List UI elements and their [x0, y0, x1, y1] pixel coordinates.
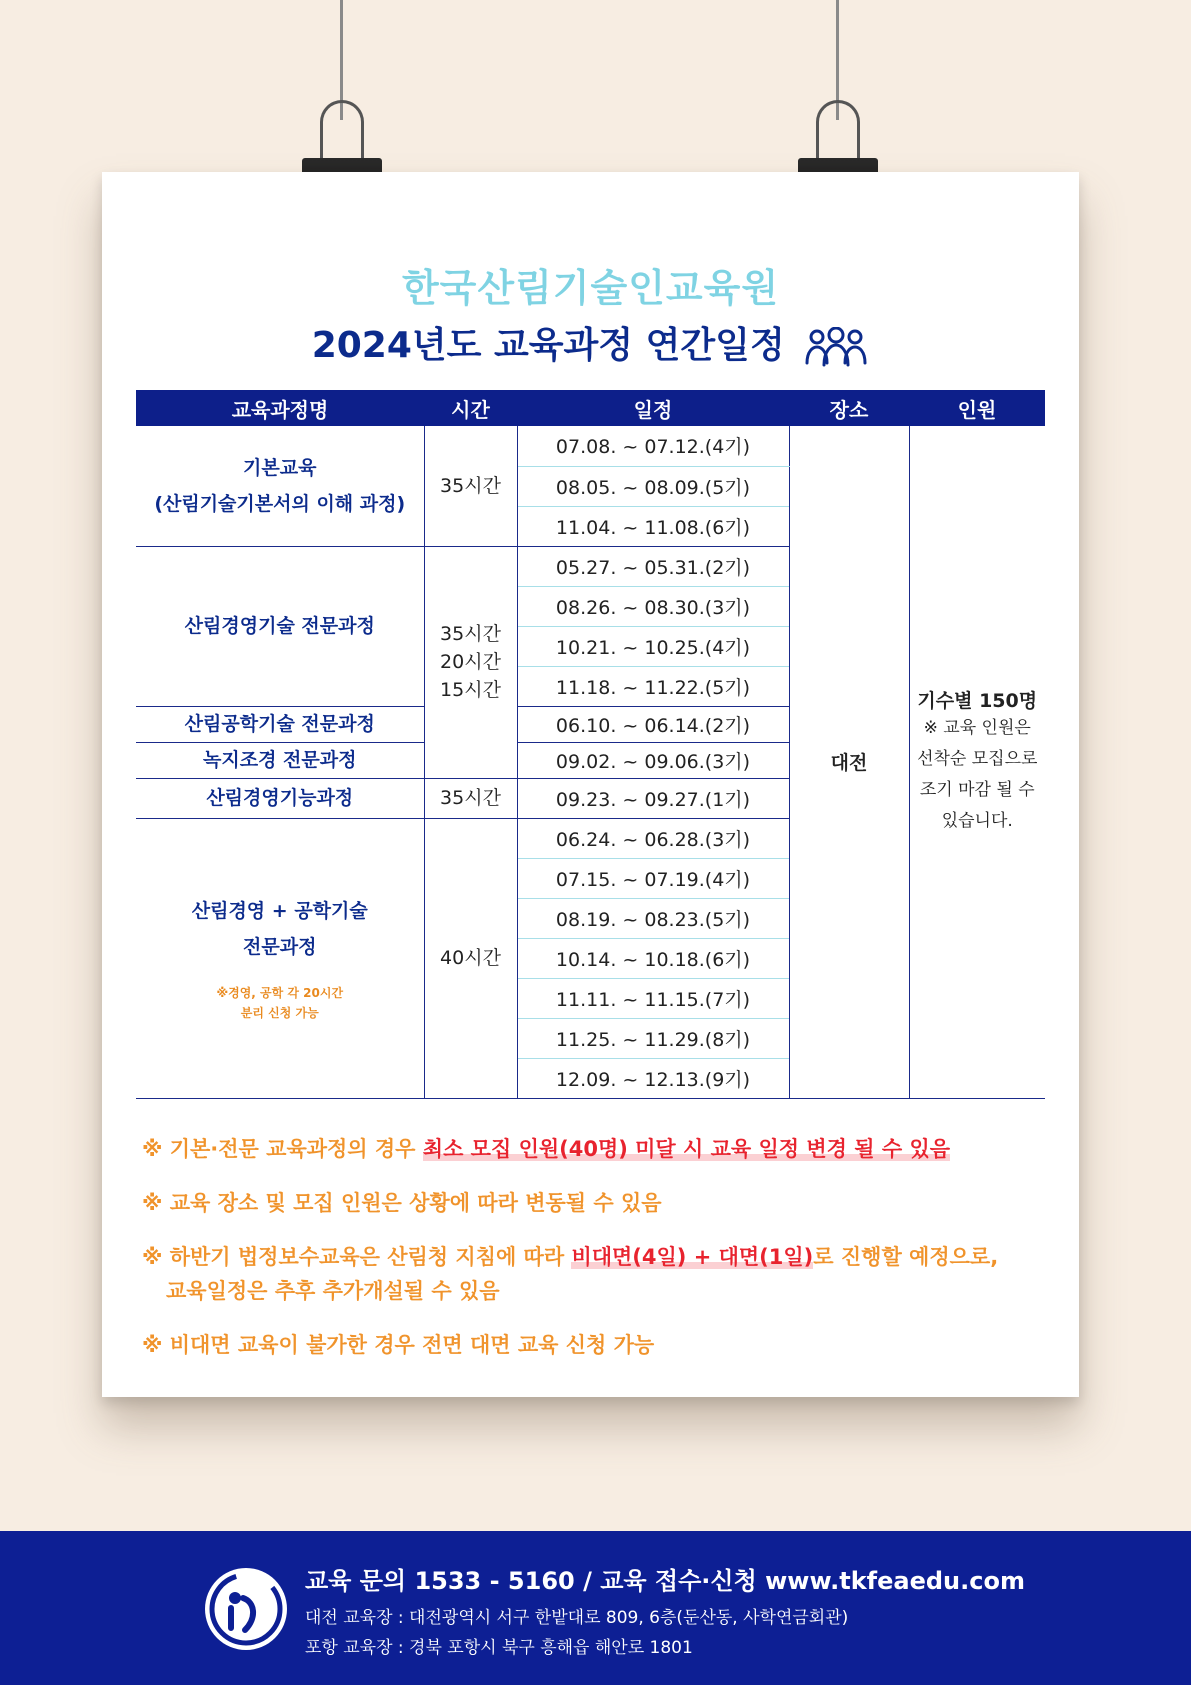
date-cell: 08.19. ~ 08.23.(5기): [517, 898, 789, 938]
date-cell: 07.08. ~ 07.12.(4기): [517, 426, 789, 466]
table-header-row: [136, 390, 1045, 426]
date-cell: 11.25. ~ 11.29.(8기): [517, 1018, 789, 1058]
pohang-address: 포항 교육장 : 경북 포항시 북구 흥해읍 해안로 1801: [305, 1638, 693, 1658]
page-title: [102, 317, 1079, 368]
capacity-note: ※ 교육 인원은 선착순 모집으로 조기 마감 될 수 있습니다.: [917, 718, 1038, 832]
date-cell: 11.11. ~ 11.15.(7기): [517, 978, 789, 1018]
date-cell: 11.18. ~ 11.22.(5기): [517, 666, 789, 706]
hours-cell: 40시간: [424, 818, 517, 1098]
date-cell: 08.26. ~ 08.30.(3기): [517, 586, 789, 626]
hours-cell: 35시간 20시간 15시간: [424, 546, 517, 778]
notes-list: [142, 1132, 1042, 1382]
course-forest-skills: 산림경영기능과정: [136, 778, 424, 818]
date-cell: 10.21. ~ 10.25.(4기): [517, 626, 789, 666]
date-cell: 08.05. ~ 08.09.(5기): [517, 466, 789, 506]
footer-bar: [0, 1531, 1191, 1685]
contact-line: 교육 문의 1533 - 5160 / 교육 접수·신청 www.tkfeaedu.com: [305, 1567, 1025, 1595]
note-item: ※ 기본·전문 교육과정의 경우 최소 모집 인원(40명) 미달 시 교육 일정 변경 될 수 있음: [142, 1137, 951, 1161]
date-cell: 05.27. ~ 05.31.(2기): [517, 546, 789, 586]
date-cell: 09.23. ~ 09.27.(1기): [517, 778, 789, 818]
hours-cell: 35시간: [424, 426, 517, 546]
date-cell: 12.09. ~ 12.13.(9기): [517, 1058, 789, 1098]
note-item: ※ 비대면 교육이 불가한 경우 전면 대면 교육 신청 가능: [142, 1333, 655, 1357]
poster-sheet: [102, 172, 1079, 1397]
course-forest-management: 산림경영기술 전문과정: [136, 546, 424, 706]
note-item: ※ 교육 장소 및 모집 인원은 상황에 따라 변동될 수 있음: [142, 1191, 662, 1215]
capacity-cell: [909, 426, 1045, 1098]
date-cell: 06.10. ~ 06.14.(2기): [517, 706, 789, 742]
date-cell: 06.24. ~ 06.28.(3기): [517, 818, 789, 858]
date-cell: 10.14. ~ 10.18.(6기): [517, 938, 789, 978]
course-note: ※경영, 공학 각 20시간 분리 신청 가능: [216, 986, 344, 1020]
people-icon: [803, 327, 869, 367]
place-cell: 대전: [789, 426, 909, 1098]
course-basic: 기본교육 (산림기술기본서의 이해 과정): [136, 426, 424, 546]
capacity-value: 기수별 150명: [917, 690, 1038, 713]
hours-cell: 35시간: [424, 778, 517, 818]
col-header-place: 장소: [789, 390, 909, 426]
org-logo-icon: [205, 1568, 287, 1650]
col-header-course: 교육과정명: [136, 390, 424, 426]
col-header-hours: 시간: [424, 390, 517, 426]
schedule-table: [136, 390, 1045, 1099]
col-header-capacity: 인원: [909, 390, 1045, 426]
course-management-engineering: 산림경영 + 공학기술 전문과정 ※경영, 공학 각 20시간 분리 신청 가능: [136, 818, 424, 1098]
title-text: 2024년도 교육과정 연간일정: [311, 325, 785, 366]
date-cell: 11.04. ~ 11.08.(6기): [517, 506, 789, 546]
course-landscape: 녹지조경 전문과정: [136, 742, 424, 778]
date-cell: 07.15. ~ 07.19.(4기): [517, 858, 789, 898]
note-item: ※ 하반기 법정보수교육은 산림청 지침에 따라 비대면(4일) + 대면(1일)로 진행할 예정으로, 교육일정은 추후 추가개설될 수 있음: [142, 1245, 999, 1303]
date-cell: 09.02. ~ 09.06.(3기): [517, 742, 789, 778]
daejeon-address: 대전 교육장 : 대전광역시 서구 한밭대로 809, 6층(둔산동, 사학연금회관): [305, 1608, 849, 1628]
col-header-dates: 일정: [517, 390, 789, 426]
course-forest-engineering: 산림공학기술 전문과정: [136, 706, 424, 742]
org-name: 한국산림기술인교육원: [401, 266, 780, 310]
table-row: [136, 426, 1045, 466]
